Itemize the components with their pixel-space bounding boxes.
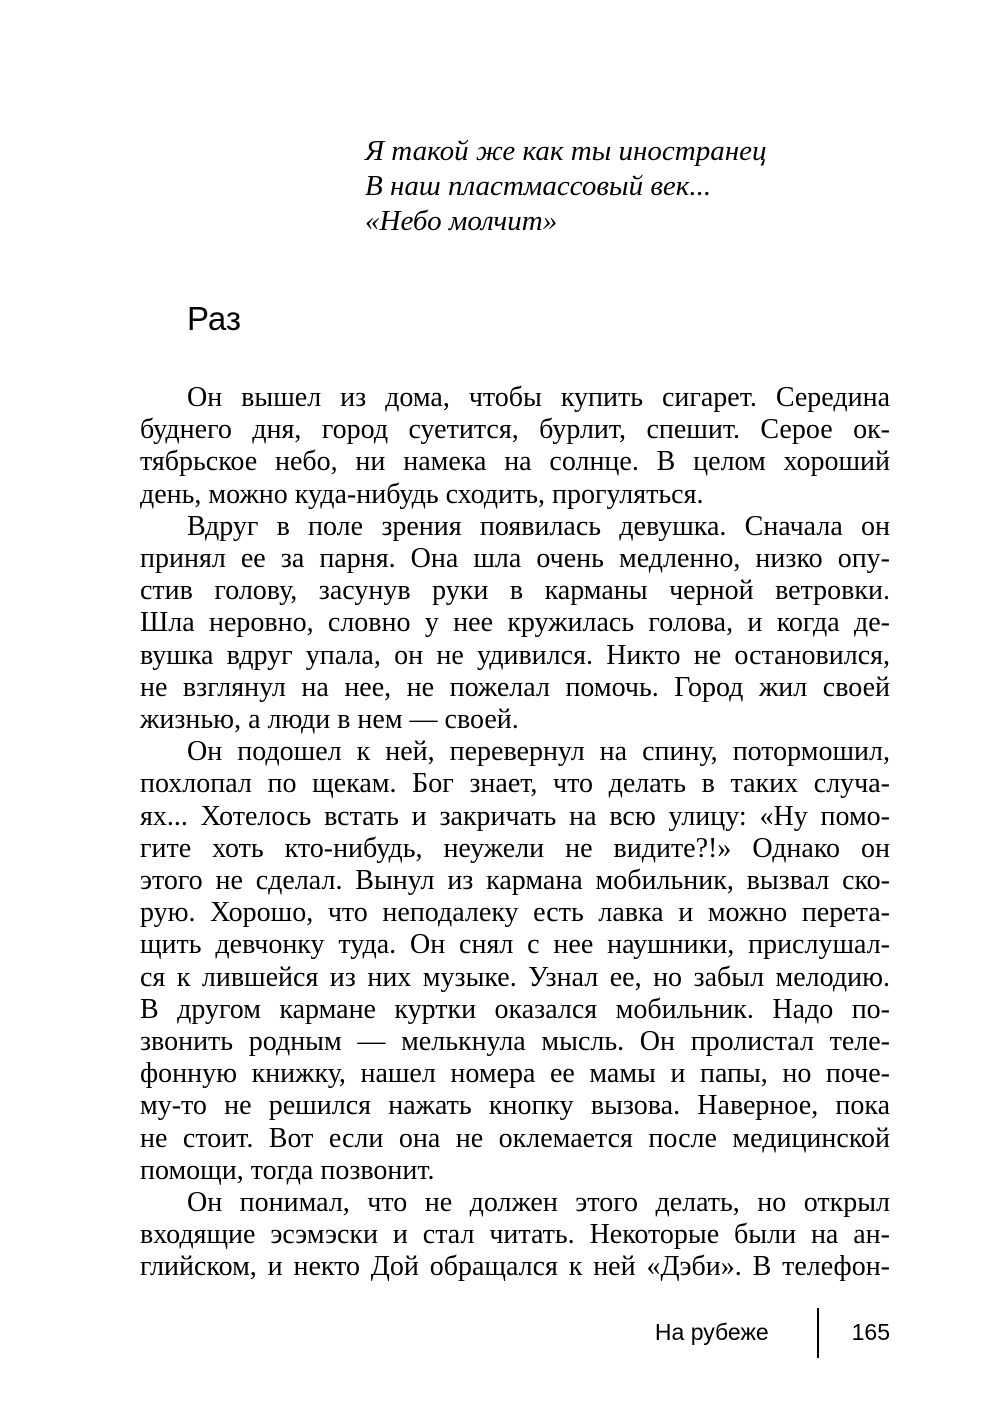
body-line: принял ее за парня. Она шла очень медленно, низко опу-	[140, 543, 890, 575]
running-title: На рубеже	[654, 1319, 769, 1346]
body-line: щить девчонку туда. Он снял с нее наушники, прислушал-	[140, 929, 890, 961]
paragraph	[140, 511, 890, 736]
epigraph-line: В наш пластмассовый век...	[365, 170, 712, 202]
epigraph	[365, 134, 890, 239]
body-line: помощи, тогда позвонит.	[140, 1154, 435, 1186]
epigraph-line: Я такой же как ты иностранец	[365, 135, 767, 167]
body-line: жизнью, а люди в нем — своей.	[140, 704, 519, 736]
body-line: входящие эсэмэски и стал читать. Некоторые были на ан-	[140, 1219, 890, 1251]
body-line: буднего дня, город суетится, бурлит, спешит. Серое ок-	[140, 414, 890, 446]
body-line: этого не сделал. Вынул из кармана мобильник, вызвал ско-	[140, 865, 890, 897]
body-line: не стоит. Вот если она не оклемается после медицинской	[140, 1122, 890, 1154]
body-line: тябрьское небо, ни намека на солнце. В целом хороший	[140, 446, 890, 478]
page-footer	[140, 1308, 890, 1358]
body-line: Вдруг в поле зрения появилась девушка. Сначала он	[187, 510, 890, 542]
body-line: глийском, и некто Дой обращался к ней «Дэби». В телефон-	[140, 1251, 890, 1283]
footer-divider	[817, 1308, 819, 1358]
paragraph	[140, 1187, 890, 1284]
paragraph	[140, 382, 890, 511]
page-number: 165	[851, 1319, 890, 1346]
body-line: ях... Хотелось встать и закричать на всю улицу: «Ну помо-	[140, 800, 890, 832]
paragraph	[140, 736, 890, 1187]
body-line: не взглянул на нее, не пожелал помочь. Город жил своей	[140, 671, 890, 703]
body-line: В другом кармане куртки оказался мобильник. Надо по-	[140, 993, 890, 1025]
body-line: му-то не решился нажать кнопку вызова. Наверное, пока	[140, 1090, 890, 1122]
body-line: Он вышел из дома, чтобы купить сигарет. Середина	[187, 382, 890, 413]
body-line: ся к лившейся из них музыке. Узнал ее, но забыл мелодию.	[140, 961, 890, 993]
body-line: похлопал по щекам. Бог знает, что делать в таких случа-	[140, 768, 890, 800]
body-line: звонить родным — мелькнула мысль. Он пролистал теле-	[140, 1026, 890, 1058]
body-text	[140, 382, 890, 1284]
body-line: день, можно куда-нибудь сходить, прогуляться.	[140, 478, 704, 510]
body-line: Он понимал, что не должен этого делать, но открыл	[187, 1187, 890, 1219]
epigraph-line: «Небо молчит»	[365, 205, 558, 237]
body-line: фонную книжку, нашел номера ее мамы и папы, но поче-	[140, 1058, 890, 1090]
body-line: Он подошел к ней, перевернул на спину, потормошил,	[187, 736, 890, 768]
body-line: гите хоть кто-нибудь, неужели не видите?!» Однако он	[140, 832, 890, 864]
body-line: рую. Хорошо, что неподалеку есть лавка и можно перета-	[140, 897, 890, 929]
body-line: стив голову, засунув руки в карманы черной ветровки.	[140, 575, 890, 607]
body-line: вушка вдруг упала, он не удивился. Никто не остановился,	[140, 639, 890, 671]
body-line: Шла неровно, словно у нее кружилась голова, и когда де-	[140, 607, 890, 639]
chapter-heading: Раз	[187, 300, 242, 337]
